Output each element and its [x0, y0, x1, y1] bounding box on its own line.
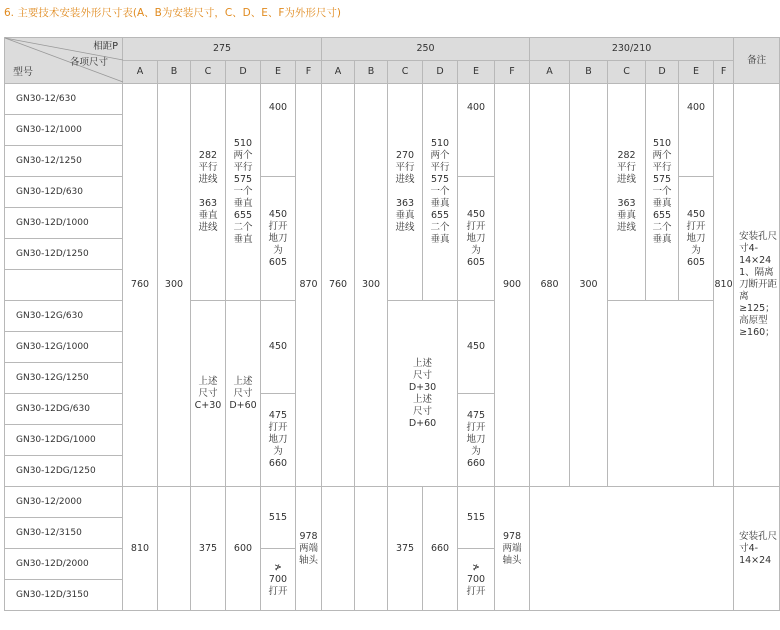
cell-250-b: 300: [355, 84, 388, 487]
model-cell: GN30-12/1000: [5, 115, 123, 146]
table-heading: 6. 主要技术安装外形尺寸表(A、B为安装尺寸，C、D、E、F为外形尺寸): [4, 7, 342, 19]
cell-275-d: 510 两个 平行 575 一个 垂直 655 二个 垂直: [226, 84, 261, 301]
model-cell: GN30-12/3150: [5, 518, 123, 549]
model-cell: [5, 270, 123, 301]
cell-250-a: 760: [322, 84, 355, 487]
model-cell: GN30-12D/2000: [5, 549, 123, 580]
cell-275-e: 475 打开 地刀 为 660: [261, 394, 296, 487]
model-cell: GN30-12DG/1250: [5, 456, 123, 487]
cell-275-c: 上述 尺寸 C+30: [191, 301, 226, 487]
cell-230-e: 400: [679, 84, 714, 177]
cell-230-f: 810: [714, 84, 734, 487]
model-cell: GN30-12/630: [5, 84, 123, 115]
cell-275-d: 上述 尺寸 D+60: [226, 301, 261, 487]
cell-250-cd: 上述 尺寸 D+30 上述 尺寸 D+60: [388, 301, 458, 487]
cell-275-a: 810: [123, 487, 158, 611]
note-cell: 安装孔尺寸4-14×24 1、隔离刀断开距离≥125；高原型≥160；: [734, 84, 780, 487]
model-cell: GN30-12G/630: [5, 301, 123, 332]
col-header-b: B: [355, 61, 388, 84]
cell-275-c: 282 平行 进线 363 垂直 进线: [191, 84, 226, 301]
cell-250-e: ≯ 700 打开: [458, 549, 495, 611]
cell-230-empty: [530, 487, 734, 611]
col-header-f: F: [296, 61, 322, 84]
cell-275-c: 375: [191, 487, 226, 611]
col-header-b: B: [158, 61, 191, 84]
cell-250-b: [355, 487, 388, 611]
items-label: 各项尺寸: [69, 57, 108, 68]
corner-header-cell: [5, 38, 123, 84]
cell-275-e: 450: [261, 301, 296, 394]
cell-250-e: 475 打开 地刀 为 660: [458, 394, 495, 487]
col-header-a: A: [530, 61, 570, 84]
group-header-230-210: 230/210: [530, 38, 734, 61]
model-cell: GN30-12G/1000: [5, 332, 123, 363]
model-cell: GN30-12D/3150: [5, 580, 123, 611]
cell-230-d: 510 两个 平行 575 一个 垂真 655 二个 垂真: [646, 84, 679, 301]
cell-275-b: 300: [158, 84, 191, 487]
col-header-c: C: [608, 61, 646, 84]
col-header-b: B: [570, 61, 608, 84]
col-header-c: C: [388, 61, 423, 84]
model-cell: GN30-12D/1000: [5, 208, 123, 239]
model-cell: GN30-12D/1250: [5, 239, 123, 270]
cell-250-a: [322, 487, 355, 611]
cell-250-c: 375: [388, 487, 423, 611]
col-header-f: F: [714, 61, 734, 84]
cell-250-d: 510 两个 平行 575 一个 垂真 655 二个 垂真: [423, 84, 458, 301]
cell-275-e: 400: [261, 84, 296, 177]
cell-275-d: 600: [226, 487, 261, 611]
cell-230-b: 300: [570, 84, 608, 487]
col-header-a: A: [322, 61, 355, 84]
cell-275-b: [158, 487, 191, 611]
dimensions-table: [4, 37, 780, 611]
cell-275-f: 978 两端 轴头: [296, 487, 322, 611]
group-header-275: 275: [123, 38, 322, 61]
col-header-e: E: [261, 61, 296, 84]
cell-250-e: 450 打开 地刀 为 605: [458, 177, 495, 301]
col-header-d: D: [646, 61, 679, 84]
cell-250-e: 400: [458, 84, 495, 177]
cell-250-f: 978 两端 轴头: [495, 487, 530, 611]
model-cell: GN30-12/1250: [5, 146, 123, 177]
cell-275-a: 760: [123, 84, 158, 487]
model-cell: GN30-12G/1250: [5, 363, 123, 394]
cell-250-e: 515: [458, 487, 495, 549]
cell-230-a: 680: [530, 84, 570, 487]
col-header-c: C: [191, 61, 226, 84]
cell-230-e: 450 打开 地刀 为 605: [679, 177, 714, 301]
col-header-e: E: [679, 61, 714, 84]
cell-250-e: 450: [458, 301, 495, 394]
col-header-d: D: [226, 61, 261, 84]
cell-275-e: ≯ 700 打开: [261, 549, 296, 611]
model-cell: GN30-12/2000: [5, 487, 123, 518]
col-header-d: D: [423, 61, 458, 84]
cell-230-empty: [608, 301, 714, 487]
cell-250-f: 900: [495, 84, 530, 487]
phase-distance-label: 相距P: [93, 41, 118, 52]
col-header-a: A: [123, 61, 158, 84]
col-header-f: F: [495, 61, 530, 84]
cell-250-c: 270 平行 进线 363 垂真 进线: [388, 84, 423, 301]
col-header-e: E: [458, 61, 495, 84]
cell-275-e: 450 打开 地刀 为 605: [261, 177, 296, 301]
cell-275-f: 870: [296, 84, 322, 487]
group-header-250: 250: [322, 38, 530, 61]
model-cell: GN30-12DG/630: [5, 394, 123, 425]
model-cell: GN30-12D/630: [5, 177, 123, 208]
model-label: 型号: [13, 67, 33, 78]
model-cell: GN30-12DG/1000: [5, 425, 123, 456]
cell-230-c: 282 平行 进线 363 垂真 进线: [608, 84, 646, 301]
cell-275-e: 515: [261, 487, 296, 549]
note-cell: 安装孔尺寸4-14×24: [734, 487, 780, 611]
note-header: 备注: [734, 38, 780, 84]
cell-250-d: 660: [423, 487, 458, 611]
